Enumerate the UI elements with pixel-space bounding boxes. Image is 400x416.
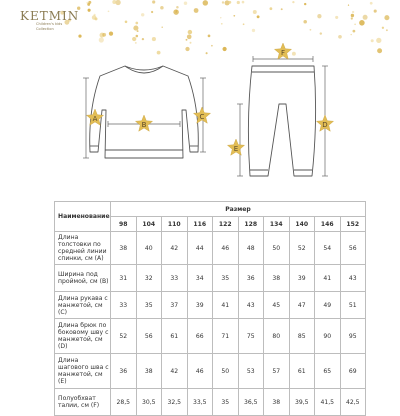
- brand-name: KETMIN: [20, 9, 80, 23]
- marker-label-e: E: [233, 145, 239, 153]
- table-cell: 35: [213, 389, 239, 416]
- table-cell: 38: [264, 265, 290, 292]
- table-cell: 42: [162, 232, 188, 265]
- table-cell: 39: [289, 265, 315, 292]
- sweatshirt-outline: [90, 66, 199, 158]
- table-cell: 39,5: [289, 389, 315, 416]
- table-cell: 33: [111, 292, 137, 319]
- table-cell: 36: [238, 265, 264, 292]
- table-cell: 44: [187, 232, 213, 265]
- column-header-name: Наименование: [55, 202, 111, 232]
- table-cell: 52: [289, 232, 315, 265]
- size-cell: 104: [136, 217, 162, 232]
- table-cell: 37: [162, 292, 188, 319]
- table-cell: 43: [238, 292, 264, 319]
- size-table: [54, 201, 366, 416]
- brand-tagline: Children's kids Collection: [36, 22, 63, 31]
- table-cell: 28,5: [111, 389, 137, 416]
- table-cell: 53: [238, 354, 264, 389]
- table-cell: 38: [136, 354, 162, 389]
- table-cell: 85: [289, 319, 315, 354]
- table-cell: 41,5: [315, 389, 341, 416]
- size-cell: 110: [162, 217, 188, 232]
- table-cell: 36: [111, 354, 137, 389]
- table-cell: 40: [136, 232, 162, 265]
- table-cell: 61: [162, 319, 188, 354]
- table-cell: 71: [213, 319, 239, 354]
- table-cell: 57: [264, 354, 290, 389]
- table-cell: 47: [289, 292, 315, 319]
- table-cell: 31: [111, 265, 137, 292]
- table-cell: 65: [315, 354, 341, 389]
- table-cell: 30,5: [136, 389, 162, 416]
- marker-label-d: D: [322, 121, 328, 129]
- table-cell: 61: [289, 354, 315, 389]
- table-cell: 35: [213, 265, 239, 292]
- table-row-sleeve-c: [55, 292, 366, 319]
- table-cell: 42: [162, 354, 188, 389]
- table-cell: 32,5: [162, 389, 188, 416]
- table-cell: 45: [264, 292, 290, 319]
- table-cell: 90: [315, 319, 341, 354]
- table-cell: 34: [187, 265, 213, 292]
- table-cell: 69: [340, 354, 366, 389]
- table-cell: 33,5: [187, 389, 213, 416]
- table-cell: 48: [238, 232, 264, 265]
- table-cell: 56: [136, 319, 162, 354]
- table-cell: 41: [213, 292, 239, 319]
- table-cell: 75: [238, 319, 264, 354]
- table-row-inseam-e: [55, 354, 366, 389]
- table-cell: 80: [264, 319, 290, 354]
- table-cell: 50: [213, 354, 239, 389]
- marker-star-f: [274, 43, 291, 59]
- size-cell: 116: [187, 217, 213, 232]
- row-label: Длина шагового шва с манжетой, см (E): [55, 354, 111, 389]
- size-cell: 98: [111, 217, 137, 232]
- table-cell: 46: [213, 232, 239, 265]
- table-cell: 95: [340, 319, 366, 354]
- marker-label-c: C: [199, 113, 205, 121]
- table-cell: 33: [162, 265, 188, 292]
- table-cell: 46: [187, 354, 213, 389]
- table-cell: 41: [315, 265, 341, 292]
- table-cell: 54: [315, 232, 341, 265]
- table-cell: 43: [340, 265, 366, 292]
- table-cell: 39: [187, 292, 213, 319]
- size-cell: 140: [289, 217, 315, 232]
- table-cell: 49: [315, 292, 341, 319]
- table-cell: 32: [136, 265, 162, 292]
- marker-label-f: F: [280, 49, 286, 57]
- marker-star-d: [316, 115, 333, 131]
- pants-outline: [248, 66, 315, 176]
- table-cell: 50: [264, 232, 290, 265]
- row-label: Длина брюк по боковому шву с манжетой, см (D): [55, 319, 111, 354]
- size-cell: 146: [315, 217, 341, 232]
- table-cell: 52: [111, 319, 137, 354]
- row-label: Ширина под проймой, см (B): [55, 265, 111, 292]
- marker-label-b: B: [141, 121, 147, 129]
- marker-label-a: A: [92, 115, 98, 123]
- table-cell: 38: [111, 232, 137, 265]
- size-cell: 152: [340, 217, 366, 232]
- table-cell: 42,5: [340, 389, 366, 416]
- table-row-width-b: [55, 265, 366, 292]
- size-cell: 134: [264, 217, 290, 232]
- row-label: Длина толстовки по средней линии спинки, см (A): [55, 232, 111, 265]
- size-cell: 122: [213, 217, 239, 232]
- table-row-length-a: [55, 232, 366, 265]
- table-cell: 38: [264, 389, 290, 416]
- table-row-pants-d: [55, 319, 366, 354]
- table-header-row: [55, 202, 366, 217]
- table-cell: 66: [187, 319, 213, 354]
- row-label: Длина рукава с манжетой, см (C): [55, 292, 111, 319]
- table-row-waist-f: [55, 389, 366, 416]
- size-cell: 128: [238, 217, 264, 232]
- column-header-size: Размер: [111, 202, 366, 217]
- table-cell: 36,5: [238, 389, 264, 416]
- table-cell: 35: [136, 292, 162, 319]
- table-cell: 56: [340, 232, 366, 265]
- marker-star-e: [227, 139, 244, 155]
- garment-schematic: [0, 0, 400, 200]
- table-cell: 51: [340, 292, 366, 319]
- row-label: Полуобхват талии, см (F): [55, 389, 111, 416]
